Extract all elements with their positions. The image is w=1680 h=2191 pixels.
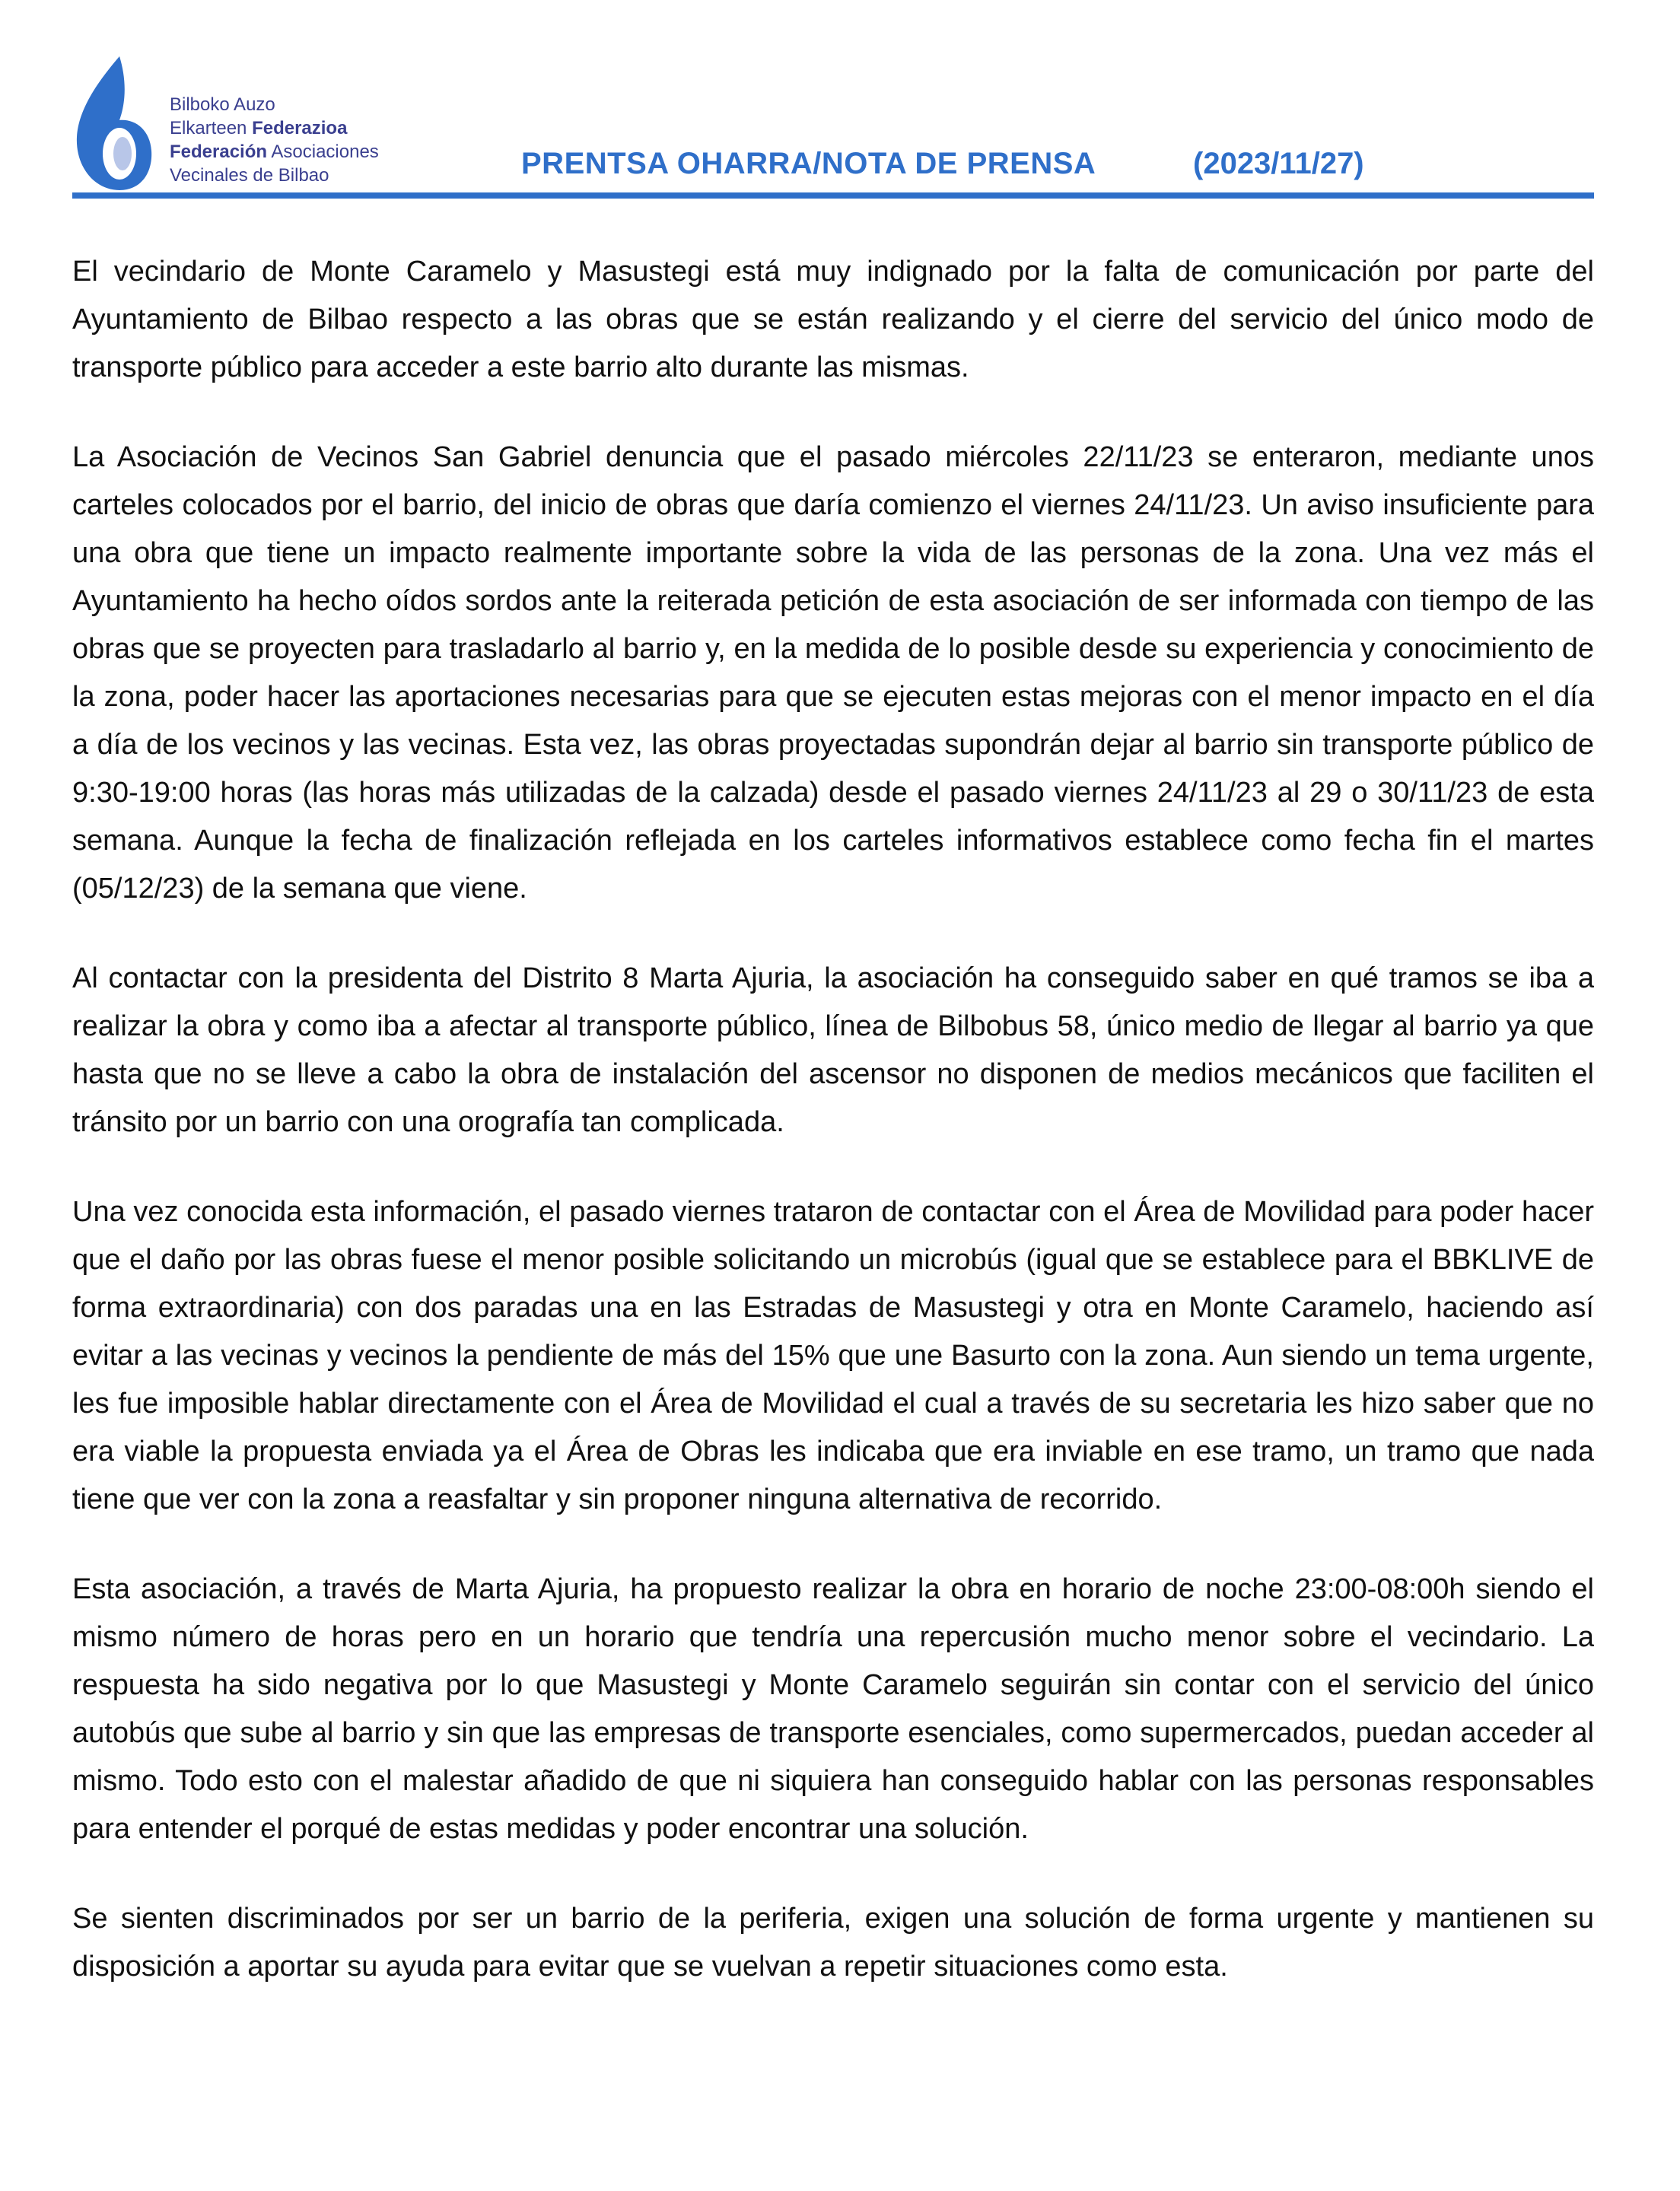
body-paragraph: El vecindario de Monte Caramelo y Masustegi está muy indignado por la falta de comunicación por parte del Ayuntamiento de Bilbao respecto a las obras que se están realizando y el cierre del servicio del único modo de transporte público para acceder a este barrio alto durante las mismas. (72, 256, 1594, 383)
body-paragraph: La Asociación de Vecinos San Gabriel denuncia que el pasado miércoles 22/11/23 se enteraron, mediante unos carteles colocados por el barrio, del inicio de obras que daría comienzo el viernes 24/11/23. Un aviso insuficiente para una obra que tiene un impacto realmente importante sobre la vida de las personas de la zona. Una vez más el Ayuntamiento ha hecho oídos sordos ante la reiterada petición de esta asociación de ser informada con tiempo de las obras que se proyecten para trasladarlo al barrio y, en la medida de lo posible desde su experiencia y conocimiento de la zona, poder hacer las aportaciones necesarias para que se ejecuten estas mejoras con el menor impacto en el día a día de los vecinos y las vecinas. Esta vez, las obras proyectadas supondrán dejar al barrio sin transporte público de 9:30-19:00 horas (las horas más utilizadas de la calzada) desde el pasado viernes 24/11/23 al 29 o 30/11/23 de esta semana. Aunque la fecha de finalización reflejada en los carteles informativos establece como fecha fin el martes (05/12/23) de la semana que viene. (72, 441, 1594, 905)
federation-logo-icon (72, 53, 156, 194)
logo-line: Bilboko Auzo (170, 94, 275, 115)
logo-line-part: Asociaciones (267, 142, 379, 162)
logo-wordmark (170, 93, 444, 187)
body-paragraph: Se sienten discriminados por ser un barrio de la periferia, exigen una solución de forma urgente y mantienen su disposición a aportar su ayuda para evitar que se vuelvan a repetir situaciones como esta. (72, 1903, 1594, 1983)
press-release-body (72, 248, 1594, 2033)
logo-line (170, 140, 444, 164)
body-paragraph: Una vez conocida esta información, el pasado viernes trataron de contactar con el Área de Movilidad para poder hacer que el daño por las obras fuese el menor posible solicitando un microbús (igual que se establece para el BBKLIVE de forma extraordinaria) con dos paradas una en las Estradas de Masustegi y otra en Monte Caramelo, haciendo así evitar a las vecinas y vecinos la pendiente de más del 15% que une Basurto con la zona. Aun siendo un tema urgente, les fue imposible hablar directamente con el Área de Movilidad el cual a través de su secretaria les hizo saber que no era viable la propuesta enviada ya el Área de Obras les indicaba que era inviable en ese tramo, un tramo que nada tiene que ver con la zona a reasfaltar y sin proponer ninguna alternativa de recorrido. (72, 1196, 1594, 1515)
header-divider (72, 192, 1594, 199)
body-paragraph: Al contactar con la presidenta del Distrito 8 Marta Ajuria, la asociación ha conseguido saber en qué tramos se iba a realizar la obra y como iba a afectar al transporte público, línea de Bilbobus 58, único medio de llegar al barrio ya que hasta que no se lleve a cabo la obra de instalación del ascensor no disponen de medios mecánicos que faciliten el tránsito por un barrio con una orografía tan complicada. (72, 962, 1594, 1138)
press-release-title: PRENTSA OHARRA/NOTA DE PRENSA (521, 147, 1096, 180)
body-paragraph: Esta asociación, a través de Marta Ajuria, ha propuesto realizar la obra en horario de noche 23:00-08:00h siendo el mismo número de horas pero en un horario que tendría una repercusión mucho menor sobre el vecindario. La respuesta ha sido negativa por lo que Masustegi y Monte Caramelo seguirán sin contar con el servicio del único autobús que sube al barrio y sin que las empresas de transporte esenciales, como supermercados, puedan acceder al mismo. Todo esto con el malestar añadido de que ni siquiera han conseguido hablar con las personas responsables para entender el porqué de estas medidas y poder encontrar una solución. (72, 1573, 1594, 1845)
press-release-date: (2023/11/27) (1193, 147, 1364, 180)
logo-line-part-bold: Federazioa (252, 118, 348, 138)
logo-line (170, 116, 444, 140)
letterhead (72, 46, 1602, 198)
logo-line: Vecinales de Bilbao (170, 165, 329, 186)
logo-line-part-bold: Federación (170, 142, 268, 162)
logo-line-part: Elkarteen (170, 118, 253, 138)
